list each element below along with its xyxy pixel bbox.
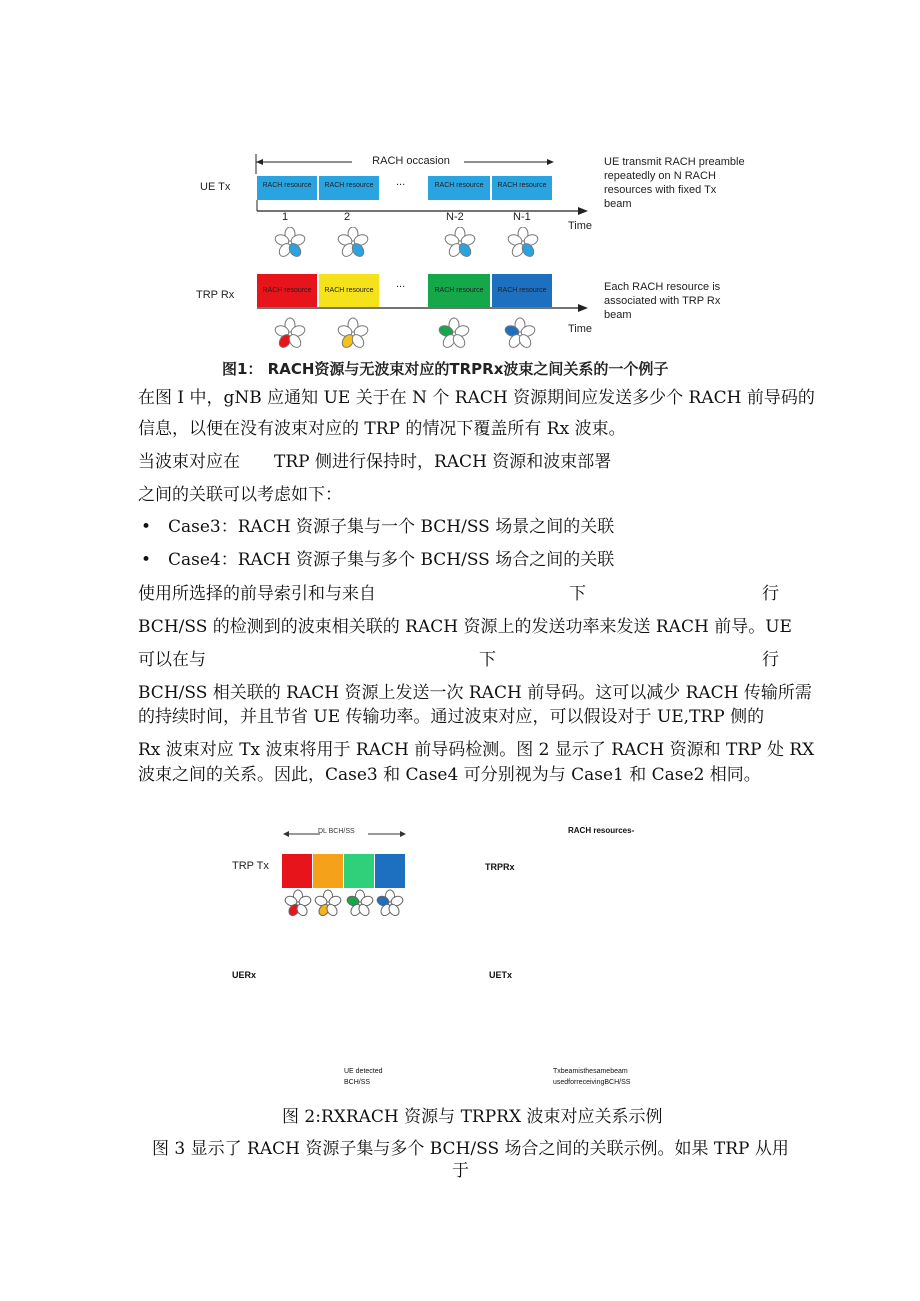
trp-time-label: Time bbox=[568, 323, 593, 335]
trp-tx-block-orange bbox=[313, 854, 343, 888]
trp-rach-resource-yellow: RACH resource bbox=[319, 274, 379, 307]
note-each-rach: Each RACH resource is associated with TRP Rx beam bbox=[604, 281, 721, 321]
note-ue-transmit: UE transmit RACH preamble repeatedly on N RACH resources with fixed Tx beam bbox=[604, 156, 745, 210]
p3-line1b: 下 bbox=[569, 584, 586, 604]
ue-time-axis bbox=[252, 200, 592, 220]
p3-line3a: 可以在与 bbox=[138, 650, 206, 670]
p3-line3c: 行 bbox=[762, 650, 779, 670]
p3-line2: BCH/SS 的检测到的波束相关联的 RACH 资源上的发送功率来发送 RACH 前导。UE bbox=[138, 617, 792, 637]
trp-tx-beam-icons bbox=[282, 888, 408, 922]
ue-detected-note: UE detected BCH/SS bbox=[344, 1068, 383, 1086]
p2-line1: 当波束对应在 TRP 侧进行保持时，RACH 资源和波束部署 bbox=[138, 452, 612, 472]
p4-line1: 图 3 显示了 RACH 资源子集与多个 BCH/SS 场合之间的关联示例。如果 TRP 从用 bbox=[152, 1139, 789, 1159]
trp-tx-label: TRP Tx bbox=[232, 860, 269, 872]
figure-1-caption: 图1： RACH资源与无波束对应的TRPRx波束之间关系的一个例子 bbox=[222, 360, 669, 378]
index-2: 2 bbox=[344, 211, 351, 223]
trp-rx-label: TRP Rx bbox=[196, 289, 235, 301]
ue-rach-resource-2: RACH resource bbox=[319, 176, 379, 200]
trp-rach-resource-green: RACH resource bbox=[428, 274, 490, 307]
ue-tx-label: UE Tx bbox=[200, 181, 231, 193]
trprx-label: TRPRx bbox=[485, 862, 515, 872]
p1-line1: 在图 I 中，gNB 应通知 UE 关于在 N 个 RACH 资源期间应发送多少个 RACH 前导码的 bbox=[138, 388, 815, 408]
index-n2: N-2 bbox=[446, 211, 464, 223]
trp-rach-resource-blue: RACH resource bbox=[492, 274, 552, 307]
trp-rach-resource-red: RACH resource bbox=[257, 274, 317, 307]
bullet-dot-1: • bbox=[141, 517, 152, 537]
trp-time-axis bbox=[252, 297, 592, 317]
trp-dots: ... bbox=[396, 278, 406, 290]
trp-tx-block-blue bbox=[375, 854, 405, 888]
p3-line4: BCH/SS 相关联的 RACH 资源上发送一次 RACH 前导码。这可以减少 RACH 传输所需 bbox=[138, 683, 812, 703]
occasion-label: RACH occasion bbox=[372, 155, 450, 167]
p4-line2: 于 bbox=[452, 1161, 469, 1181]
figure-2-caption: 图 2:RXRACH 资源与 TRPRX 波束对应关系示例 bbox=[282, 1107, 663, 1127]
bullet-case4: Case4：RACH 资源子集与多个 BCH/SS 场合之间的关联 bbox=[168, 550, 615, 570]
ue-beam-icons bbox=[270, 227, 570, 263]
trp-tx-block-red bbox=[282, 854, 312, 888]
dl-bchss-label: DL BCH/SS bbox=[318, 828, 355, 835]
p3-line1a: 使用所选择的前导索引和与来自 bbox=[138, 584, 376, 604]
p3-line5: 的持续时间，并且节省 UE 传输功率。通过波束对应，可以假设对于 UE,TRP 侧的 bbox=[138, 707, 765, 727]
ue-time-label: Time bbox=[568, 220, 593, 232]
trp-beam-icons bbox=[270, 316, 570, 356]
ue-rach-resource-n2: RACH resource bbox=[428, 176, 490, 200]
rach-resources-label: RACH resources- bbox=[568, 826, 635, 835]
tx-beam-note: Txbeamisthesamebeam usedforreceivingBCH/SS bbox=[553, 1068, 631, 1086]
uetx-label: UETx bbox=[489, 970, 513, 980]
p2-line2: 之间的关联可以考虑如下： bbox=[138, 485, 342, 505]
ue-rach-resource-n1: RACH resource bbox=[492, 176, 552, 200]
ue-dots: ... bbox=[396, 176, 406, 188]
p3-line3b: 下 bbox=[479, 650, 496, 670]
trp-tx-block-green bbox=[344, 854, 374, 888]
ue-rach-resource-1: RACH resource bbox=[257, 176, 317, 200]
bullet-case3: Case3：RACH 资源子集与一个 BCH/SS 场景之间的关联 bbox=[168, 517, 615, 537]
uerx-label: UERx bbox=[232, 970, 257, 980]
p3-line6: Rx 波束对应 Tx 波束将用于 RACH 前导码检测。图 2 显示了 RACH 资源和 TRP 处 RX bbox=[138, 740, 815, 760]
p3-line7: 波束之间的关系。因此，Case3 和 Case4 可分别视为与 Case1 和 Case2 相同。 bbox=[138, 765, 761, 785]
p1-line2: 信息，以便在没有波束对应的 TRP 的情况下覆盖所有 Rx 波束。 bbox=[138, 419, 626, 439]
p3-line1c: 行 bbox=[762, 584, 779, 604]
bullet-dot-2: • bbox=[141, 550, 152, 570]
index-1: 1 bbox=[282, 211, 289, 223]
index-n1: N-1 bbox=[513, 211, 531, 223]
